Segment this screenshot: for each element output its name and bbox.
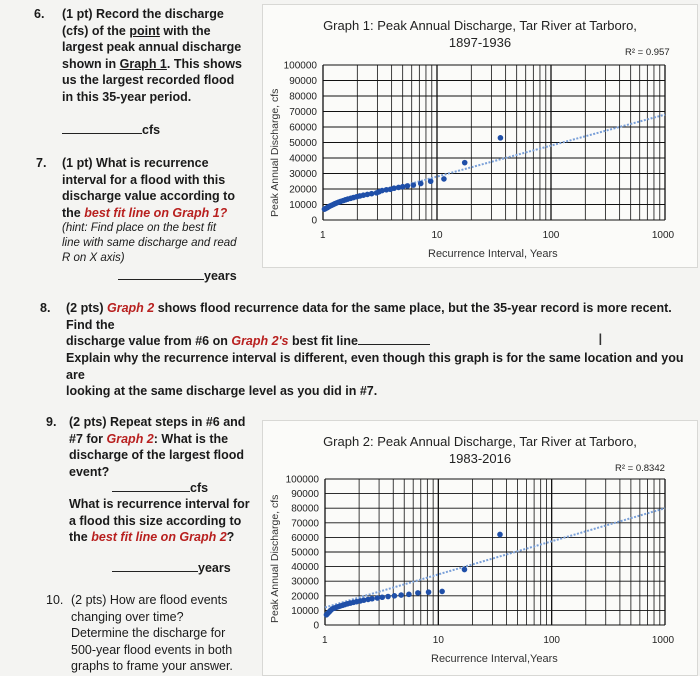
q8-line: discharge value from #6 on Graph 2's best fit line bbox=[66, 333, 696, 350]
q6-line: (1 pt) Record the discharge bbox=[62, 7, 224, 21]
hint-line: (hint: Find place on the best fit bbox=[62, 222, 217, 234]
unit-label: years bbox=[204, 269, 237, 283]
data-point bbox=[415, 590, 421, 596]
y-tick-label: 40000 bbox=[291, 562, 319, 574]
unit-label: years bbox=[198, 561, 231, 575]
data-point bbox=[426, 589, 432, 595]
question-number: 9. bbox=[46, 415, 57, 429]
q7-line: the best fit line on Graph 1? bbox=[62, 205, 228, 220]
y-tick-label: 50000 bbox=[291, 547, 319, 559]
y-tick-label: 40000 bbox=[289, 153, 317, 165]
data-point bbox=[418, 181, 424, 187]
q9-line: the best fit line on Graph 2? bbox=[69, 530, 235, 544]
q8-line: Explain why the recurrence interval is different, even though this graph is for the same location and you are bbox=[66, 351, 684, 382]
answer-blank[interactable] bbox=[358, 344, 430, 345]
answer-blank[interactable] bbox=[112, 491, 190, 492]
x-tick-label: 10 bbox=[431, 230, 443, 241]
q9-line: discharge of the largest flood bbox=[69, 448, 245, 462]
graph-1 bbox=[262, 4, 698, 268]
q9-line: #7 for Graph 2: What is the bbox=[69, 431, 229, 446]
q9-line: a flood this size according to bbox=[69, 513, 242, 528]
q6-line: us the largest recorded flood bbox=[62, 73, 235, 87]
question-10 bbox=[46, 592, 261, 675]
question-number: 6. bbox=[34, 7, 45, 21]
y-tick-label: 20000 bbox=[289, 184, 317, 196]
q10-line: 500-year flood events in both bbox=[71, 642, 233, 657]
answer-blank[interactable] bbox=[62, 133, 142, 134]
x-axis-label: Recurrence Interval,Years bbox=[431, 653, 558, 665]
q6-answer[interactable] bbox=[62, 122, 160, 139]
data-point bbox=[439, 589, 445, 595]
q8-explain bbox=[66, 350, 696, 400]
q9-part-2 bbox=[69, 496, 259, 546]
y-axis-label: Peak Annual Discharge, cfs bbox=[269, 88, 281, 217]
data-point bbox=[405, 183, 411, 189]
y-tick-label: 60000 bbox=[291, 532, 319, 544]
x-tick-label: 10 bbox=[432, 635, 444, 646]
y-tick-label: 70000 bbox=[291, 518, 319, 530]
q7-hint bbox=[62, 221, 252, 266]
y-tick-label: 80000 bbox=[291, 503, 319, 515]
y-tick-label: 90000 bbox=[289, 76, 317, 87]
data-point bbox=[406, 592, 412, 598]
data-point bbox=[441, 176, 447, 182]
answer-blank[interactable] bbox=[118, 279, 204, 280]
x-tick-label: 1000 bbox=[651, 230, 675, 241]
hint-line: R on X axis) bbox=[62, 252, 125, 264]
x-tick-label: 100 bbox=[543, 635, 561, 646]
y-tick-label: 30000 bbox=[291, 576, 319, 588]
question-9 bbox=[46, 414, 259, 480]
data-point bbox=[392, 593, 398, 599]
x-tick-label: 1000 bbox=[651, 635, 675, 646]
q7-answer[interactable] bbox=[118, 268, 237, 285]
x-tick-label: 1 bbox=[322, 635, 328, 646]
chart-title-line: 1983-2016 bbox=[448, 451, 512, 466]
data-point bbox=[369, 191, 375, 197]
q10-line: graphs to frame your answer. bbox=[71, 659, 233, 673]
r-squared-label: R² = 0.957 bbox=[625, 47, 670, 58]
q7-line: interval for a flood with this bbox=[62, 172, 226, 187]
chart-title-line: Graph 1: Peak Annual Discharge, Tar River at Tarboro, bbox=[323, 18, 637, 33]
data-point bbox=[462, 567, 468, 573]
data-point bbox=[369, 596, 375, 602]
y-tick-label: 80000 bbox=[289, 91, 317, 103]
question-7 bbox=[36, 155, 252, 266]
y-tick-label: 10000 bbox=[291, 605, 319, 617]
y-tick-label: 100000 bbox=[285, 474, 319, 486]
text-cursor-icon: I bbox=[598, 330, 603, 349]
q9-line: What is recurrence interval for bbox=[69, 497, 250, 511]
data-point bbox=[379, 594, 385, 600]
data-point bbox=[428, 178, 434, 184]
q9-line: event? bbox=[69, 464, 110, 479]
x-tick-label: 100 bbox=[542, 230, 560, 241]
data-point bbox=[497, 532, 503, 538]
data-point bbox=[411, 182, 417, 188]
unit-label: cfs bbox=[190, 481, 209, 495]
unit-label: cfs bbox=[142, 123, 161, 137]
x-axis-label: Recurrence Interval, Years bbox=[428, 248, 558, 260]
q8-line: looking at the same discharge level as you did in #7. bbox=[66, 384, 378, 398]
q10-line: changing over time? bbox=[71, 609, 184, 624]
graph-2 bbox=[262, 420, 698, 676]
x-tick-label: 1 bbox=[320, 230, 326, 241]
q6-line: shown in Graph 1. This shows bbox=[62, 56, 242, 71]
data-point bbox=[375, 595, 381, 601]
q7-line: discharge value according to bbox=[62, 189, 235, 203]
y-axis-label: Peak Annual Discharge, cfs bbox=[269, 494, 281, 623]
q6-line: (cfs) of the point with the bbox=[62, 23, 211, 38]
question-number: 8. bbox=[40, 301, 51, 315]
r-squared-label: R² = 0.8342 bbox=[615, 463, 665, 474]
y-tick-label: 0 bbox=[313, 620, 319, 632]
q9-line: (2 pts) Repeat steps in #6 and bbox=[69, 415, 246, 429]
hint-line: line with same discharge and read bbox=[62, 237, 237, 249]
q6-line: in this 35-year period. bbox=[62, 89, 192, 104]
q7-line: (1 pt) What is recurrence bbox=[62, 156, 209, 170]
q8-line: (2 pts) Graph 2 shows flood recurrence data for the same place, but the 35-year record is more recent. Find the bbox=[66, 301, 676, 332]
question-number: 10. bbox=[46, 593, 64, 607]
y-tick-label: 10000 bbox=[289, 200, 317, 211]
data-point bbox=[498, 135, 504, 141]
chart-title-line: Graph 2: Peak Annual Discharge, Tar River at Tarboro, bbox=[323, 434, 637, 449]
data-point bbox=[462, 160, 468, 166]
answer-blank[interactable] bbox=[112, 571, 198, 572]
y-tick-label: 70000 bbox=[289, 107, 317, 118]
y-tick-label: 0 bbox=[311, 215, 317, 227]
data-point bbox=[385, 594, 391, 600]
graph-1-plot bbox=[263, 5, 697, 267]
y-tick-label: 60000 bbox=[289, 122, 317, 134]
q9-answer-1[interactable] bbox=[112, 480, 208, 497]
q10-line: (2 pts) How are flood events bbox=[71, 593, 228, 607]
y-tick-label: 20000 bbox=[291, 591, 319, 603]
q10-line: Determine the discharge for bbox=[71, 626, 226, 640]
data-point bbox=[400, 184, 406, 190]
y-tick-label: 90000 bbox=[291, 489, 319, 501]
chart-title-line: 1897-1936 bbox=[448, 35, 512, 50]
q6-line: largest peak annual discharge bbox=[62, 40, 242, 54]
q9-answer-2[interactable] bbox=[112, 560, 231, 577]
y-tick-label: 100000 bbox=[283, 60, 317, 72]
data-point bbox=[398, 592, 404, 598]
y-tick-label: 50000 bbox=[289, 138, 317, 149]
question-6 bbox=[34, 6, 252, 105]
graph-2-plot bbox=[263, 421, 697, 675]
question-number: 7. bbox=[36, 156, 47, 170]
y-tick-label: 30000 bbox=[289, 169, 317, 180]
